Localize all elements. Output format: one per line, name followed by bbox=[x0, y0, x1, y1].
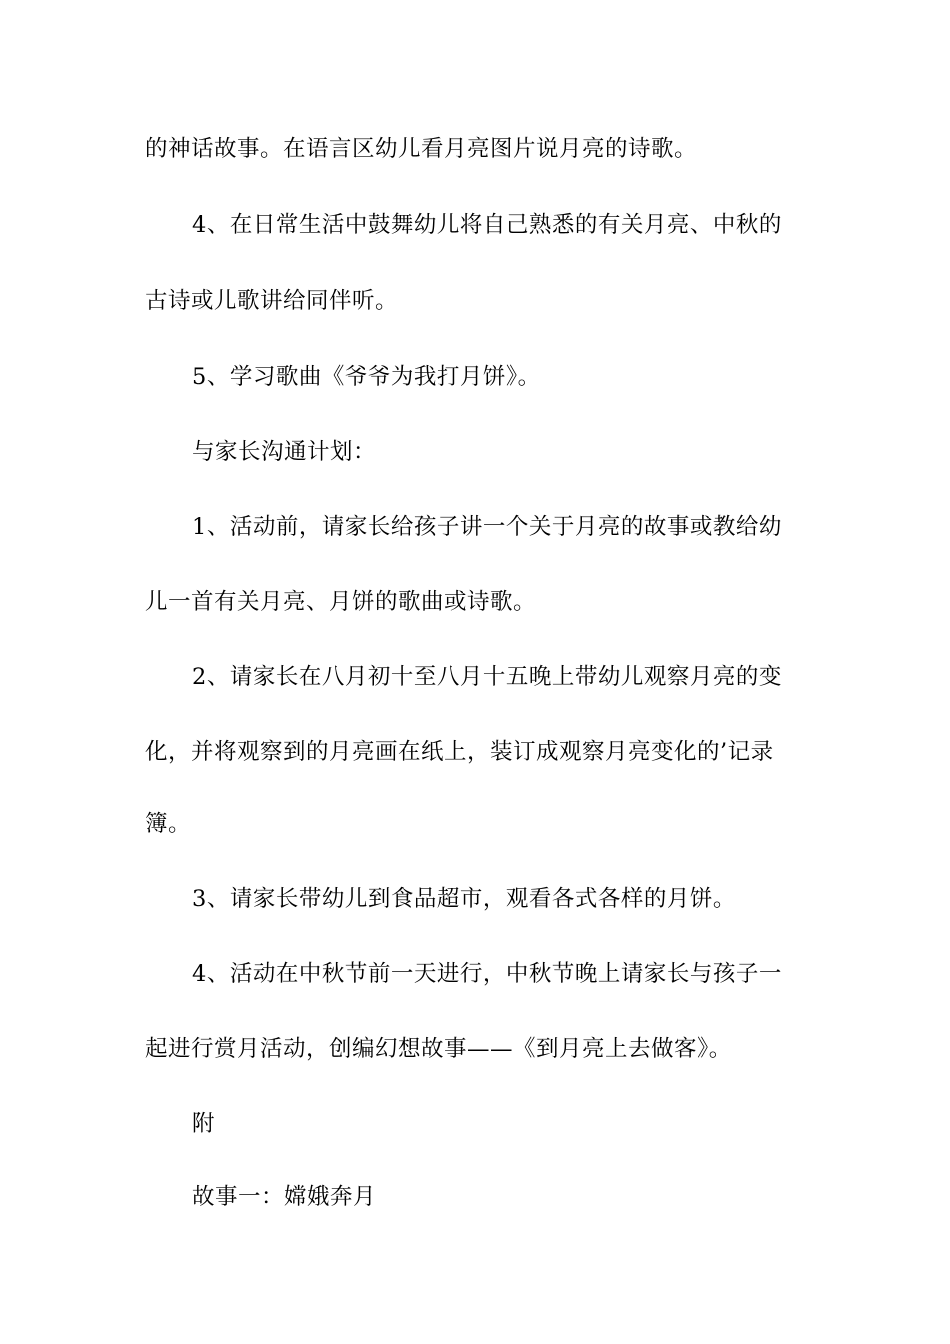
text-line-3: 古诗或儿歌讲给同伴听。 bbox=[145, 288, 399, 314]
text-line-10: 簿。 bbox=[145, 811, 192, 837]
text-line-13: 起进行赏月活动，创编幻想故事——《到月亮上去做客》。 bbox=[145, 1036, 732, 1062]
text-line-2: 4、在日常生活中鼓舞幼儿将自己熟悉的有关月亮、中秋的 bbox=[192, 212, 782, 238]
text-line-12: 4、活动在中秋节前一天进行，中秋节晚上请家长与孩子一 bbox=[192, 961, 782, 987]
section-heading-parent-plan: 与家长沟通计划： bbox=[192, 439, 377, 465]
text-line-6: 1、活动前，请家长给孩子讲一个关于月亮的故事或教给幼 bbox=[192, 514, 782, 540]
story-title: 故事一：嫦娥奔月 bbox=[192, 1184, 377, 1210]
text-line-8: 2、请家长在八月初十至八月十五晚上带幼儿观察月亮的变 bbox=[192, 664, 782, 690]
text-line-11: 3、请家长带幼儿到食品超市，观看各式各样的月饼。 bbox=[192, 886, 736, 912]
appendix-heading: 附 bbox=[192, 1111, 216, 1137]
text-line-1: 的神话故事。在语言区幼儿看月亮图片说月亮的诗歌。 bbox=[145, 136, 698, 162]
text-line-7: 儿一首有关月亮、月饼的歌曲或诗歌。 bbox=[145, 589, 537, 615]
text-line-9: 化，并将观察到的月亮画在纸上，装订成观察月亮变化的’记录 bbox=[145, 739, 774, 765]
text-line-4: 5、学习歌曲《爷爷为我打月饼》。 bbox=[192, 364, 541, 390]
